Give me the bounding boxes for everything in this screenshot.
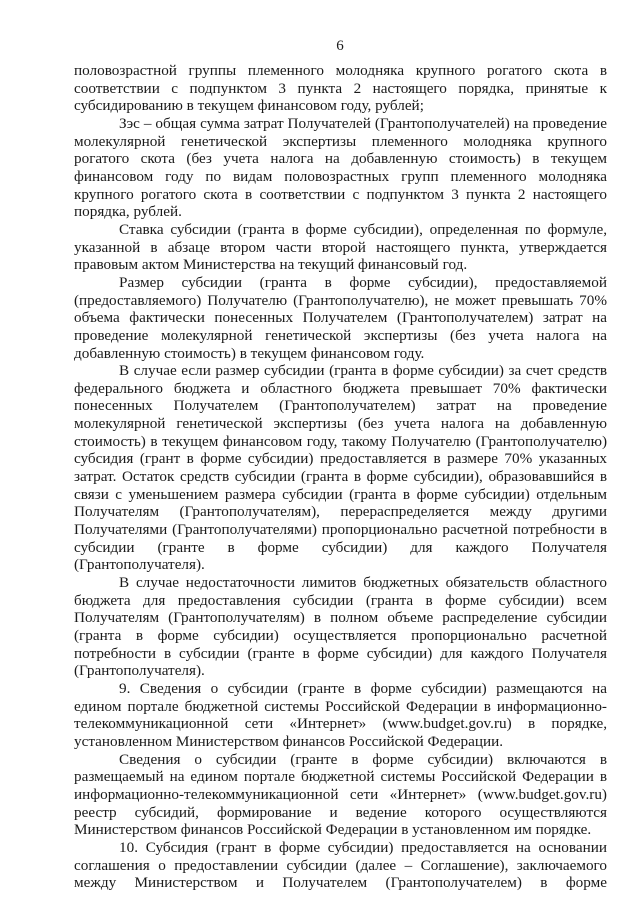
- paragraph-item-10-agreement: 10. Субсидия (грант в форме субсидии) предоставляется на основании соглашения о предоставлении субсидии (далее – Соглашение), заключаемого между Министерством и Получателем (Грантополучателем) в форме: [74, 838, 607, 892]
- paragraph-subsidy-registry: Сведения о субсидии (гранте в форме субсидии) включаются в размещаемый на едином портале бюджетной системы Российской Федерации в информационно-телекоммуникационной сети «Интернет» (www.budget.gov.ru) реестр субсидий, формирование и ведение которого осуществляются Министерством финансов Российской Федерации в установленном им порядке.: [74, 750, 607, 839]
- paragraph-excess-redistribution: В случае если размер субсидии (гранта в форме субсидии) за счет средств федерального бюджета и областного бюджета превышает 70% фактически понесенных Получателем (Грантополучателем) затрат на проведение молекулярной генетической экспертизы (без учета налога на добавленную стоимость) в текущем финансовом году, такому Получателю (Грантополучателю) субсидия (грант в форме субсидии) предоставляется в размере 70% указанных затрат. Остаток средств субсидии (гранта в форме субсидии), образовавшийся в связи с уменьшением размера субсидии (гранта в форме субсидии) отдельным Получателям (Грантополучателям), перераспределяется между другими Получателями (Грантополучателями) пропорционально расчетной потребности в субсидии (гранте в форме субсидии) для каждого Получателя (Грантополучателя).: [74, 362, 607, 574]
- paragraph-item-9-portal: 9. Сведения о субсидии (гранте в форме субсидии) размещаются на едином портале бюджетной системы Российской Федерации в информационно-телекоммуникационной сети «Интернет» (www.budget.gov.ru) в порядке, установленном Министерством финансов Российской Федерации.: [74, 679, 607, 750]
- paragraph-budget-insufficiency: В случае недостаточности лимитов бюджетных обязательств областного бюджета для предоставления субсидии (гранта в форме субсидии) всем Получателям (Грантополучателям) в полном объеме распределение субсидии (гранта в форме субсидии) осуществляется пропорционально расчетной потребности в субсидии (гранте в форме субсидии) для каждого Получателя (Грантополучателя).: [74, 574, 607, 680]
- document-body: [74, 62, 607, 892]
- page-number: 6: [336, 38, 344, 54]
- paragraph-continuation: половозрастной группы племенного молодняка крупного рогатого скота в соответствии с подпунктом 3 пункта 2 настоящего порядка, принятые к субсидированию в текущем финансовом году, рублей;: [74, 62, 607, 115]
- paragraph-zes-definition: Зэс – общая сумма затрат Получателей (Грантополучателей) на проведение молекулярной генетической экспертизы племенного молодняка крупного рогатого скота (без учета налога на добавленную стоимость) в текущем финансовом году по видам половозрастных групп племенного молодняка крупного рогатого скота в соответствии с подпунктом 3 пункта 2 настоящего порядка, рублей.: [74, 114, 607, 221]
- paragraph-subsidy-rate: Ставка субсидии (гранта в форме субсидии), определенная по формуле, указанной в абзаце втором части второй настоящего пункта, утверждается правовым актом Министерства на текущий финансовый год.: [74, 220, 607, 274]
- paragraph-subsidy-size-limit: Размер субсидии (гранта в форме субсидии), предоставляемой (предоставляемого) Получателю (Грантополучателю), не может превышать 70% объема фактически понесенных Получателем (Грантополучателем) затрат на проведение молекулярной генетической экспертизы (без учета налога на добавленную стоимость) в текущем финансовом году.: [74, 273, 607, 362]
